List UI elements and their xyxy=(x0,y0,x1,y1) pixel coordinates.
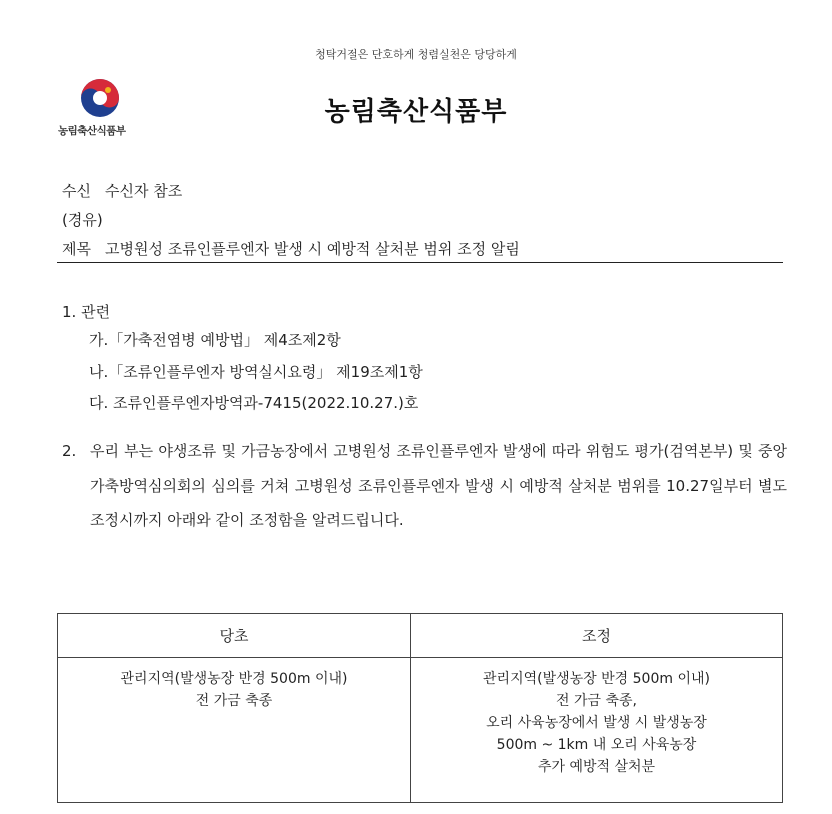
ministry-title: 농림축산식품부 xyxy=(324,97,508,127)
via-label: (경유) xyxy=(62,211,103,229)
recipient-line xyxy=(62,180,182,201)
subject-value: 고병원성 조류인플루엔자 발생 시 예방적 살처분 범위 조정 알림 xyxy=(104,240,520,258)
slogan: 청탁거절은 단호하게 청렴실천은 당당하게 xyxy=(315,48,517,61)
cell-line: 추가 예방적 살처분 xyxy=(537,759,656,775)
comparison-table xyxy=(57,613,783,803)
logo-text: 농림축산식품부 xyxy=(58,125,126,137)
cell-line: 관리지역(발생농장 반경 500m 이내) xyxy=(120,671,348,687)
header-adjusted: 조정 xyxy=(411,614,783,658)
header-divider xyxy=(57,262,783,263)
cell-original xyxy=(58,658,411,803)
cell-line: 500m ~ 1km 내 오리 사육농장 xyxy=(496,737,697,753)
section1-item: 나.「조류인플루엔자 방역실시요령」 제19조제1항 xyxy=(89,363,423,381)
section1-heading: 1. 관련 xyxy=(62,303,111,321)
subject-label: 제목 xyxy=(62,240,91,258)
cell-line: 오리 사육농장에서 발생 시 발생농장 xyxy=(486,715,707,731)
cell-line: 관리지역(발생농장 반경 500m 이내) xyxy=(483,671,710,687)
section1-item: 가.「가축전염병 예방법」 제4조제2항 xyxy=(89,331,341,349)
table-header-row xyxy=(58,614,783,658)
section2-paragraph xyxy=(62,434,787,538)
recipient-value: 수신자 참조 xyxy=(104,182,183,200)
subject-line xyxy=(62,238,520,259)
cell-line: 전 가금 축종 xyxy=(195,693,273,709)
cell-adjusted xyxy=(411,658,783,803)
cell-line: 전 가금 축종, xyxy=(556,693,637,709)
header-original: 당초 xyxy=(58,614,411,658)
section2-text: 우리 부는 야생조류 및 가금농장에서 고병원성 조류인플루엔자 발생에 따라 위험도 평가(검역본부) 및 중앙가축방역심의회의 심의를 거쳐 고병원성 조류인플루엔자 발생 시 예방적 살처분 범위를 10.27일부터 별도 조정시까지 아래와 같이 조정함을 알려드립니다. xyxy=(90,442,787,529)
section1-item: 다. 조류인플루엔자방역과-7415(2022.10.27.)호 xyxy=(89,394,419,412)
recipient-label: 수신 xyxy=(62,182,91,200)
table-row xyxy=(58,658,783,803)
section2-number: 2. xyxy=(62,442,77,460)
